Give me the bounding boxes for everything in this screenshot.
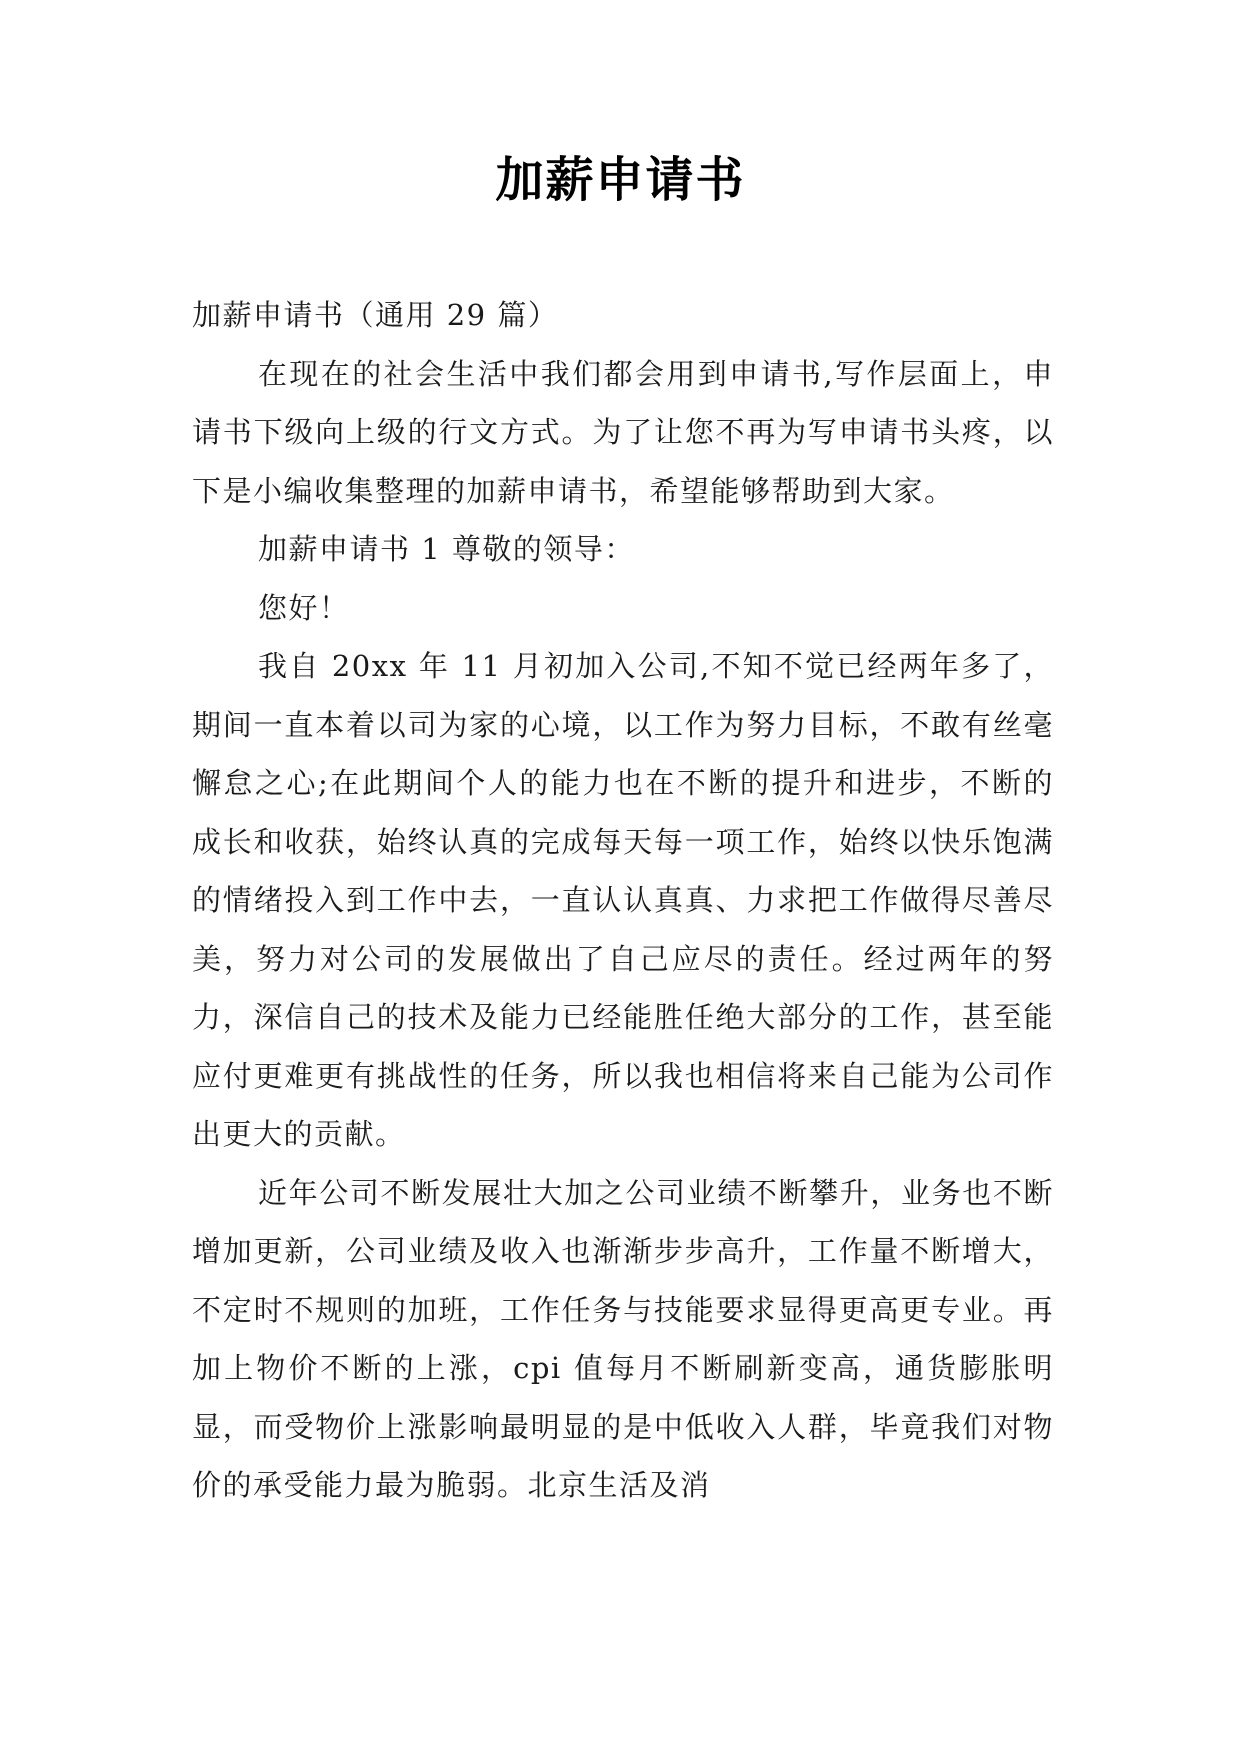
- document-subtitle: 加薪申请书（通用 29 篇）: [192, 298, 559, 332]
- paragraph-salutation: 加薪申请书 1 尊敬的领导：: [258, 532, 635, 566]
- paragraph-body-1: 我自 20xx 年 11 月初加入公司,不知不觉已经两年多了，期间一直本着以司为家的心境，以工作为努力目标，不敢有丝毫懈怠之心;在此期间个人的能力也在不断的提升和进步，不断的成长和收获，始终认真的完成每天每一项工作，始终以快乐饱满的情绪投入到工作中去，一直认认真真、力求把工作做得尽善尽美，努力对公司的发展做出了自己应尽的责任。经过两年的努力，深信自己的技术及能力已经能胜任绝大部分的工作，甚至能应付更难更有挑战性的任务，所以我也相信将来自己能为公司作出更大的贡献。: [192, 649, 1054, 1151]
- paragraph-greeting: 您好！: [258, 590, 350, 625]
- document-title: 加薪申请书: [495, 152, 746, 208]
- document-body: [192, 286, 1054, 1515]
- paragraph-body-2: 近年公司不断发展壮大加之公司业绩不断攀升，业务也不断增加更新，公司业绩及收入也渐渐步步高升，工作量不断增大，不定时不规则的加班，工作任务与技能要求显得更高更专业。再加上物价不断的上涨，cpi 值每月不断刷新变高，通货膨胀明显，而受物价上涨影响最明显的是中低收入人群，毕竟我们对物价的承受能力最为脆弱。北京生活及消: [192, 1175, 1054, 1502]
- paragraph-intro: 在现在的社会生活中我们都会用到申请书,写作层面上，申请书下级向上级的行文方式。为了让您不再为写申请书头疼，以下是小编收集整理的加薪申请书，希望能够帮助到大家。: [192, 356, 1054, 508]
